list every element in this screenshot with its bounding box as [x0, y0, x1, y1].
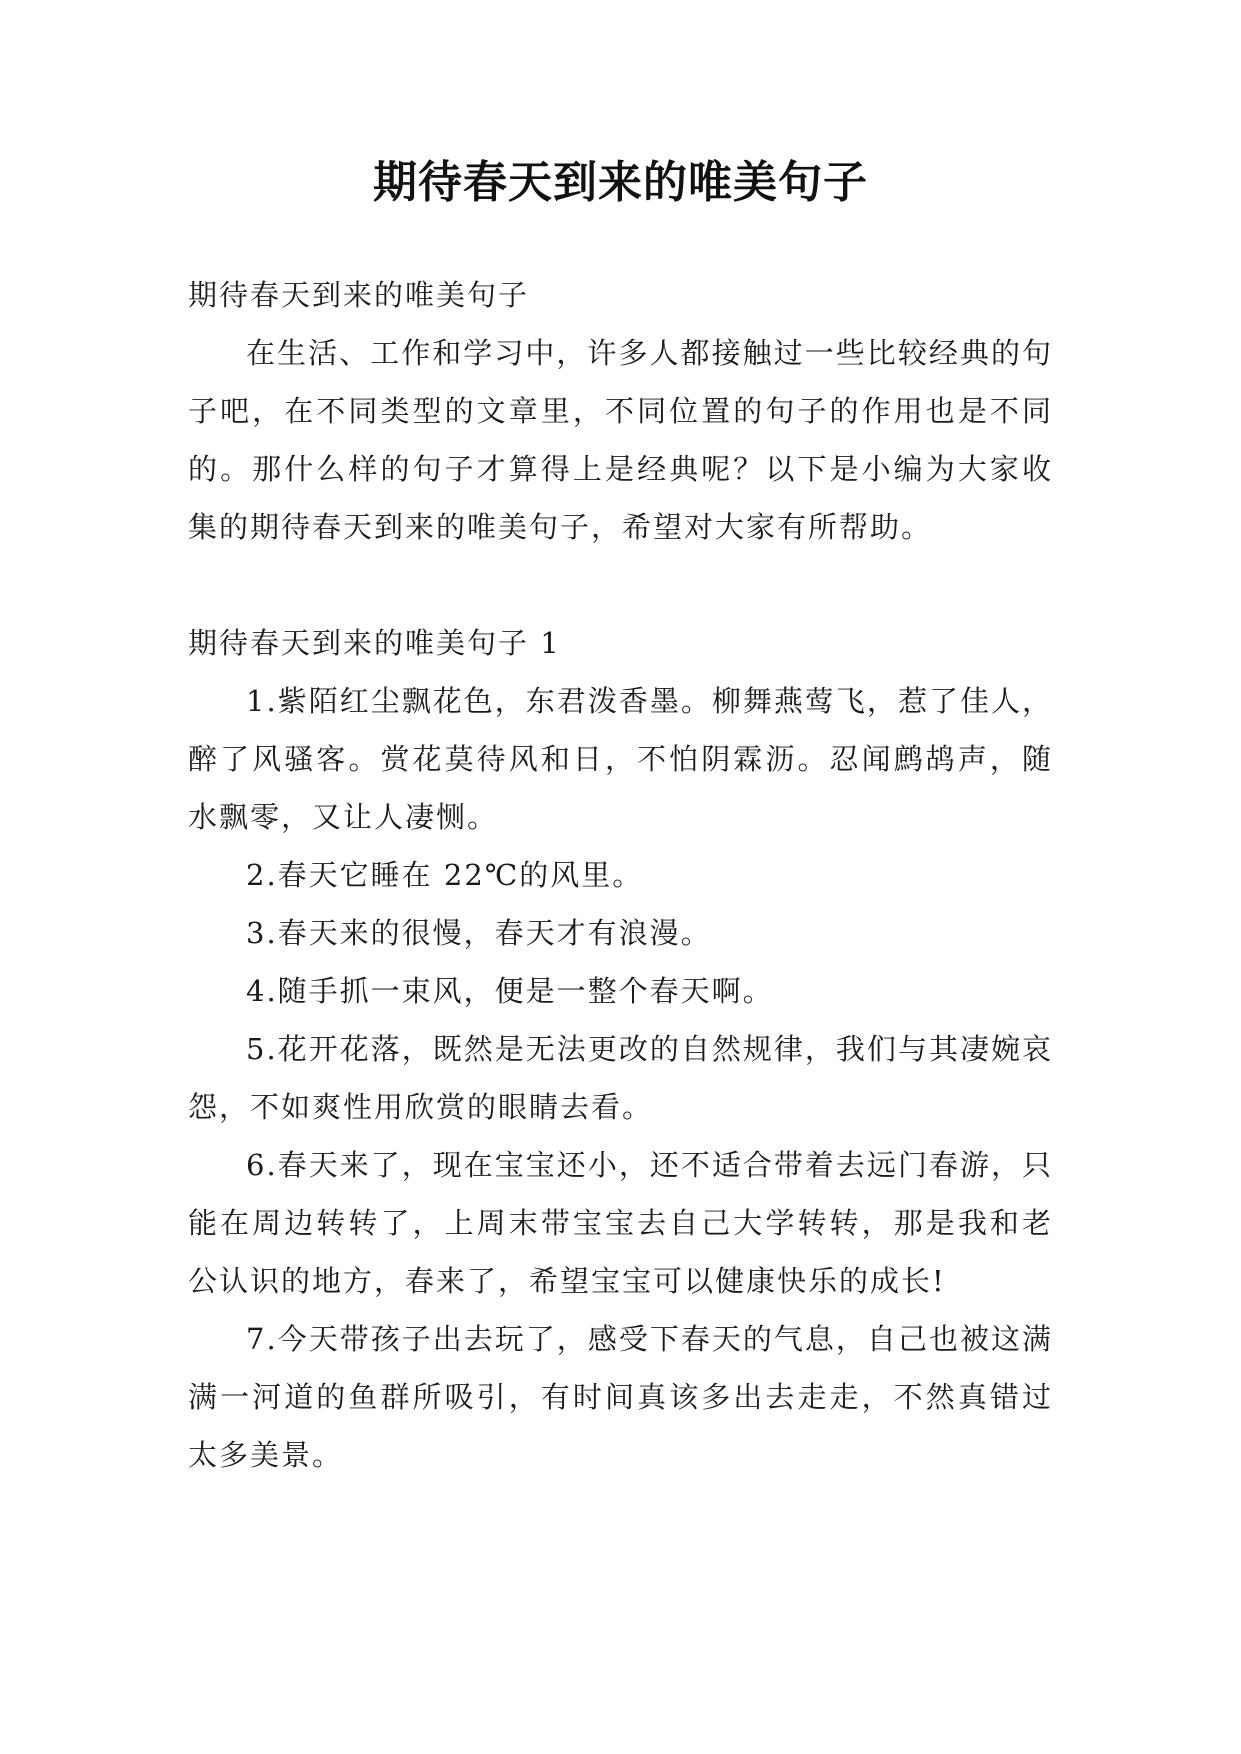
list-item: 5.花开花落，既然是无法更改的自然规律，我们与其凄婉哀怨，不如爽性用欣赏的眼睛去看。: [188, 1032, 1053, 1124]
intro-heading: 期待春天到来的唯美句子: [188, 278, 530, 312]
list-item: 7.今天带孩子出去玩了，感受下春天的气息，自己也被这满满一河道的鱼群所吸引，有时间真该多出去走走，不然真错过太多美景。: [188, 1322, 1053, 1472]
document-title: 期待春天到来的唯美句子: [373, 157, 868, 208]
list-item: 3.春天来的很慢，春天才有浪漫。: [246, 916, 712, 950]
section-heading: 期待春天到来的唯美句子 1: [188, 626, 561, 660]
list-item: 1.紫陌红尘飘花色，东君泼香墨。柳舞燕莺飞，惹了佳人，醉了风骚客。赏花莫待风和日，不怕阴霖沥。忍闻鹧鸪声，随水飘零，又让人凄恻。: [188, 684, 1053, 834]
list-item: 6.春天来了，现在宝宝还小，还不适合带着去远门春游，只能在周边转转了，上周末带宝宝去自己大学转转，那是我和老公认识的地方，春来了，希望宝宝可以健康快乐的成长!: [188, 1148, 1053, 1298]
intro-paragraph: 在生活、工作和学习中，许多人都接触过一些比较经典的句子吧，在不同类型的文章里，不同位置的句子的作用也是不同的。那什么样的句子才算得上是经典呢？以下是小编为大家收集的期待春天到来的唯美句子，希望对大家有所帮助。: [188, 336, 1053, 544]
list-item: 2.春天它睡在 22℃的风里。: [246, 858, 644, 892]
list-item: 4.随手抓一束风，便是一整个春天啊。: [246, 974, 774, 1008]
